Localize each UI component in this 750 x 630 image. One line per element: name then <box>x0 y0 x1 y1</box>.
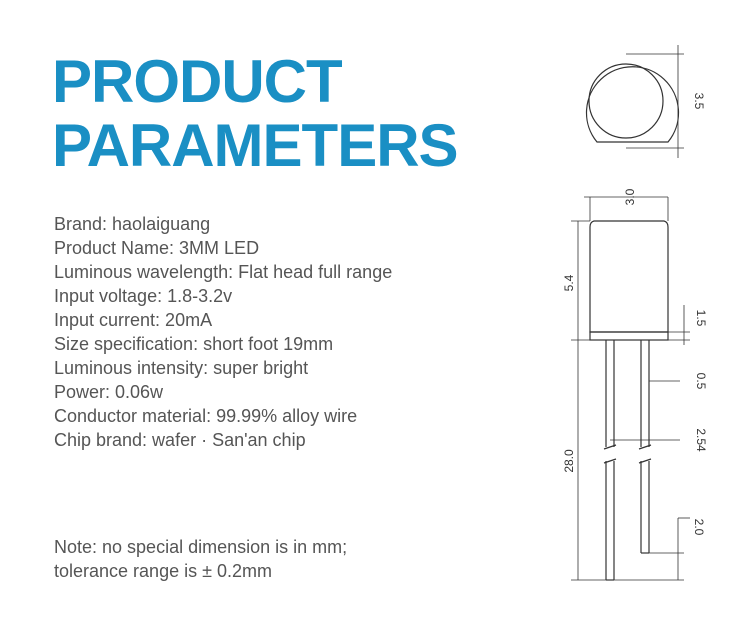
dim-total-length: 28.0 <box>562 449 576 473</box>
dim-top-diameter: 3.5 <box>692 92 706 110</box>
dim-lead-spacing: 2.54 <box>694 428 708 452</box>
dim-lead-width: 0.5 <box>694 372 708 390</box>
spec-luminous-intensity: Luminous intensity: super bright <box>54 358 309 378</box>
spec-size: Size specification: short foot 19mm <box>54 334 334 354</box>
spec-chip-brand: Chip brand: wafer · San'an chip <box>54 430 306 450</box>
flange-dimension <box>668 305 690 345</box>
note-line-1: Note: no special dimension is in mm; <box>54 537 348 557</box>
total-length-dimension <box>571 340 606 580</box>
note-line-2: tolerance range is ± 0.2mm <box>54 561 272 581</box>
spec-input-voltage: Input voltage: 1.8-3.2v <box>54 286 233 306</box>
spec-brand: Brand: haolaiguang <box>54 214 211 234</box>
dim-body-width: 3.0 <box>623 188 637 206</box>
dim-body-height: 5.4 <box>562 274 576 292</box>
spec-wavelength: Luminous wavelength: Flat head full range <box>54 262 393 282</box>
led-body <box>590 221 668 340</box>
top-view-dimension <box>626 45 684 158</box>
spec-input-current: Input current: 20mA <box>54 310 213 330</box>
dim-flange: 1.5 <box>694 309 708 327</box>
lead-offset-dimension <box>614 518 690 580</box>
spec-conductor: Conductor material: 99.99% alloy wire <box>54 406 358 426</box>
spec-power: Power: 0.06w <box>54 382 164 402</box>
top-view-outer <box>587 67 679 142</box>
title-line-1: PRODUCT <box>52 48 342 115</box>
top-view-inner <box>589 64 663 138</box>
title-line-2: PARAMETERS <box>52 112 458 179</box>
spec-product-name: Product Name: 3MM LED <box>54 238 260 258</box>
dim-lead-offset: 2.0 <box>692 518 706 536</box>
led-leads <box>604 340 651 580</box>
